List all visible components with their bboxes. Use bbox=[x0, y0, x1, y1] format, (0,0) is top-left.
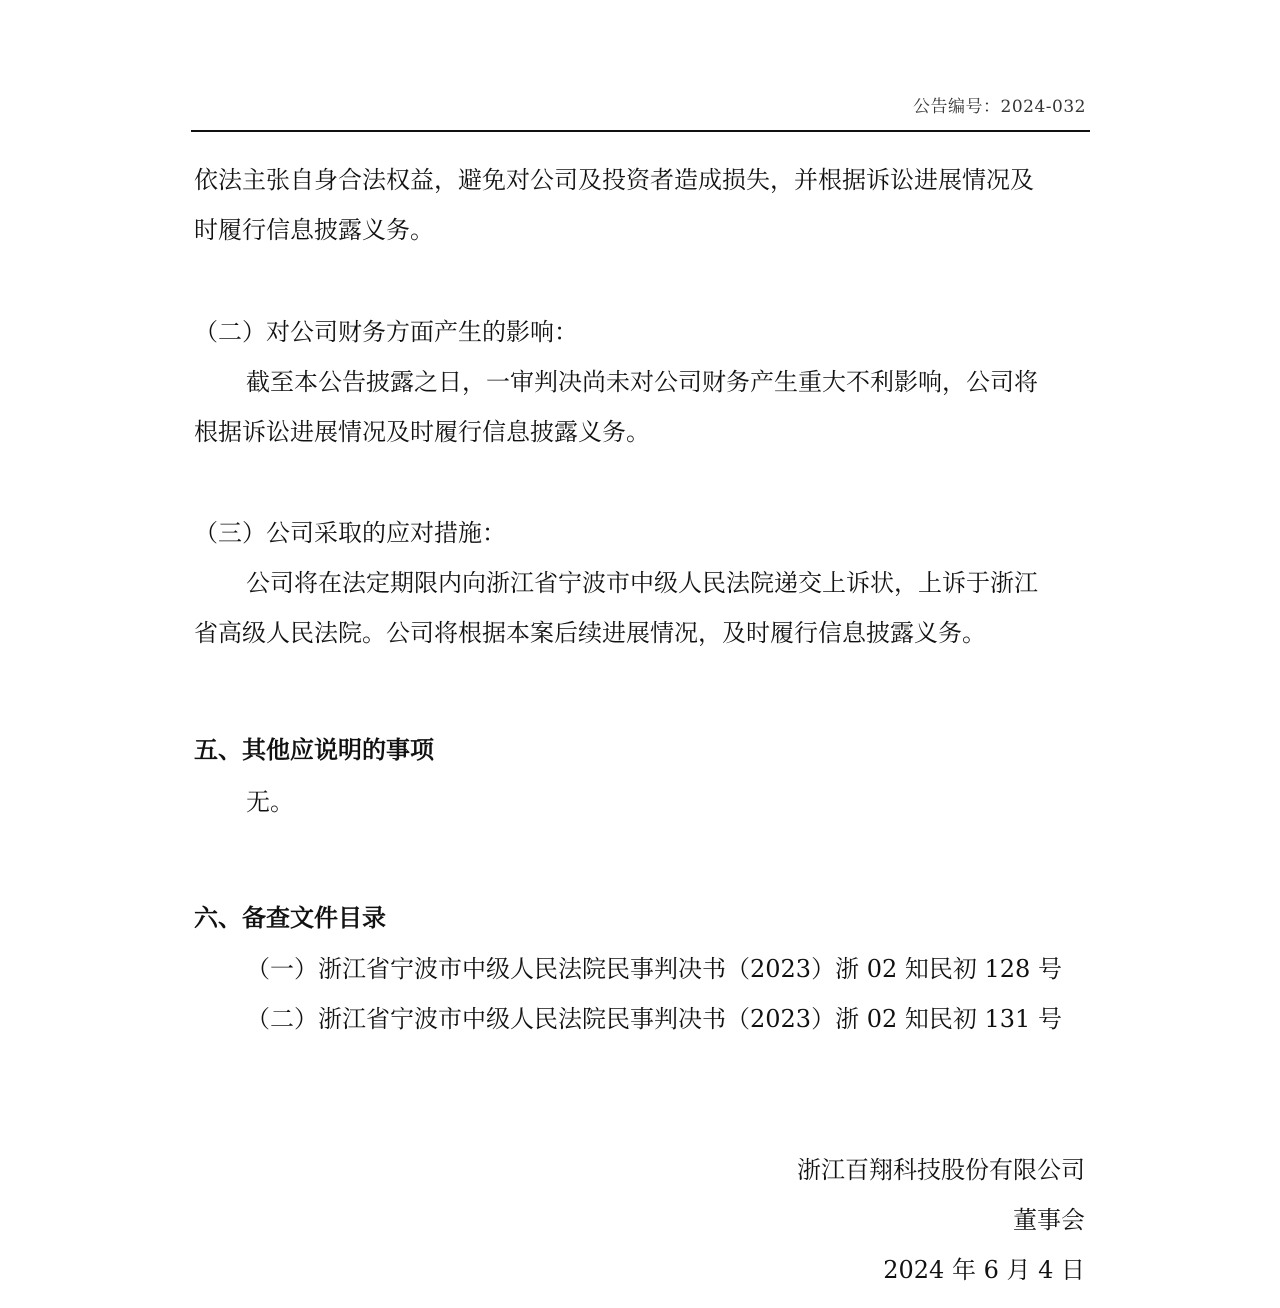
intro-line-1: 依法主张自身合法权益，避免对公司及投资者造成损失，并根据诉讼进展情况及 bbox=[194, 166, 1034, 194]
reference-file-2: （二）浙江省宁波市中级人民法院民事判决书（2023）浙 02 知民初 131 号 bbox=[246, 1005, 1062, 1033]
measures-line-2: 省高级人民法院。公司将根据本案后续进展情况，及时履行信息披露义务。 bbox=[194, 619, 986, 647]
intro-line-2: 时履行信息披露义务。 bbox=[194, 216, 434, 244]
finance-impact-line-1: 截至本公告披露之日，一审判决尚未对公司财务产生重大不利影响，公司将 bbox=[246, 368, 1038, 396]
announcement-number: 公告编号：2024-032 bbox=[913, 97, 1086, 117]
section-five-heading: 五、其他应说明的事项 bbox=[194, 736, 434, 764]
signature-date: 2024 年 6 月 4 日 bbox=[883, 1256, 1085, 1284]
header-divider bbox=[191, 130, 1090, 132]
measures-title: （三）公司采取的应对措施： bbox=[194, 519, 506, 547]
finance-impact-title: （二）对公司财务方面产生的影响： bbox=[194, 318, 578, 346]
measures-line-1: 公司将在法定期限内向浙江省宁波市中级人民法院递交上诉状，上诉于浙江 bbox=[246, 569, 1038, 597]
finance-impact-line-2: 根据诉讼进展情况及时履行信息披露义务。 bbox=[194, 418, 650, 446]
section-five-content: 无。 bbox=[246, 788, 294, 816]
signature-board: 董事会 bbox=[1013, 1206, 1085, 1234]
signature-company: 浙江百翔科技股份有限公司 bbox=[797, 1156, 1085, 1184]
section-six-heading: 六、备查文件目录 bbox=[194, 904, 386, 932]
reference-file-1: （一）浙江省宁波市中级人民法院民事判决书（2023）浙 02 知民初 128 号 bbox=[246, 955, 1062, 983]
